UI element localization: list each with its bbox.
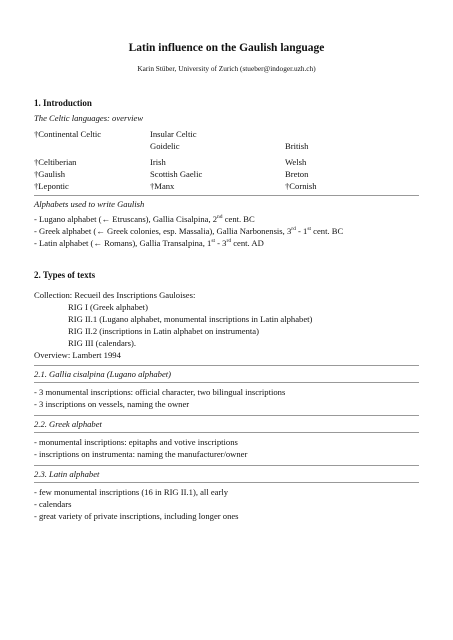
language-lepontic: †Lepontic [34,181,69,191]
subsection-label-alphabets: Alphabets used to write Gaulish [34,199,145,209]
rig-item-1: RIG I (Greek alphabet) [68,302,148,312]
language-cornish: †Cornish [285,181,317,191]
language-breton: Breton [285,169,309,179]
divider [34,432,419,433]
language-manx: †Manx [150,181,175,191]
subsection-heading-2-3: 2.3. Latin alphabet [34,469,100,479]
language-scottish-gaelic: Scottish Gaelic [150,169,203,179]
divider [34,415,419,416]
alphabet-item-lugano: - Lugano alphabet (← Etruscans), Gallia Cisalpina, 2nd cent. BC [34,214,255,224]
divider [34,465,419,466]
rig-item-2: RIG II.1 (Lugano alphabet, monumental inscriptions in Latin alphabet) [68,314,313,324]
language-celtiberian: †Celtiberian [34,157,77,167]
rig-item-3: RIG II.2 (inscriptions in Latin alphabet on instrumenta) [68,326,259,336]
subsection-label-overview: The Celtic languages: overview [34,113,144,123]
section-heading-introduction: 1. Introduction [34,98,92,108]
insular-celtic-label: Insular Celtic [150,129,197,139]
collection-line: Collection: Recueil des Inscriptions Gauloises: [34,290,196,300]
divider [34,382,419,383]
list-item: - inscriptions on instrumenta: naming the manufacturer/owner [34,449,248,459]
document-title: Latin influence on the Gaulish language [128,42,325,54]
british-label: British [285,141,309,151]
alphabet-item-latin: - Latin alphabet (← Romans), Gallia Transalpina, 1st - 3rd cent. AD [34,238,264,248]
language-gaulish: †Gaulish [34,169,66,179]
rig-item-4: RIG III (calendars). [68,338,136,348]
divider [34,482,419,483]
list-item: - monumental inscriptions: epitaphs and votive inscriptions [34,437,238,447]
list-item: - few monumental inscriptions (16 in RIG II.1), all early [34,487,229,497]
list-item: - 3 inscriptions on vessels, naming the owner [34,399,190,409]
overview-line: Overview: Lambert 1994 [34,350,121,360]
goidelic-label: Goidelic [150,141,180,151]
author-line: Karin Stüber, University of Zurich (stueber@indoger.uzh.ch) [137,64,316,73]
continental-celtic-label: †Continental Celtic [34,129,102,139]
subsection-heading-2-1: 2.1. Gallia cisalpina (Lugano alphabet) [34,369,172,379]
list-item: - great variety of private inscriptions, including longer ones [34,511,239,521]
section-heading-types-of-texts: 2. Types of texts [34,270,96,280]
language-welsh: Welsh [285,157,307,167]
language-irish: Irish [150,157,166,167]
divider [34,365,419,366]
list-item: - 3 monumental inscriptions: official character, two bilingual inscriptions [34,387,286,397]
subsection-heading-2-2: 2.2. Greek alphabet [34,419,102,429]
divider [34,195,419,196]
alphabet-item-greek: - Greek alphabet (← Greek colonies, esp. Massalia), Gallia Narbonensis, 3rd - 1st cent. BC [34,226,344,236]
list-item: - calendars [34,499,72,509]
